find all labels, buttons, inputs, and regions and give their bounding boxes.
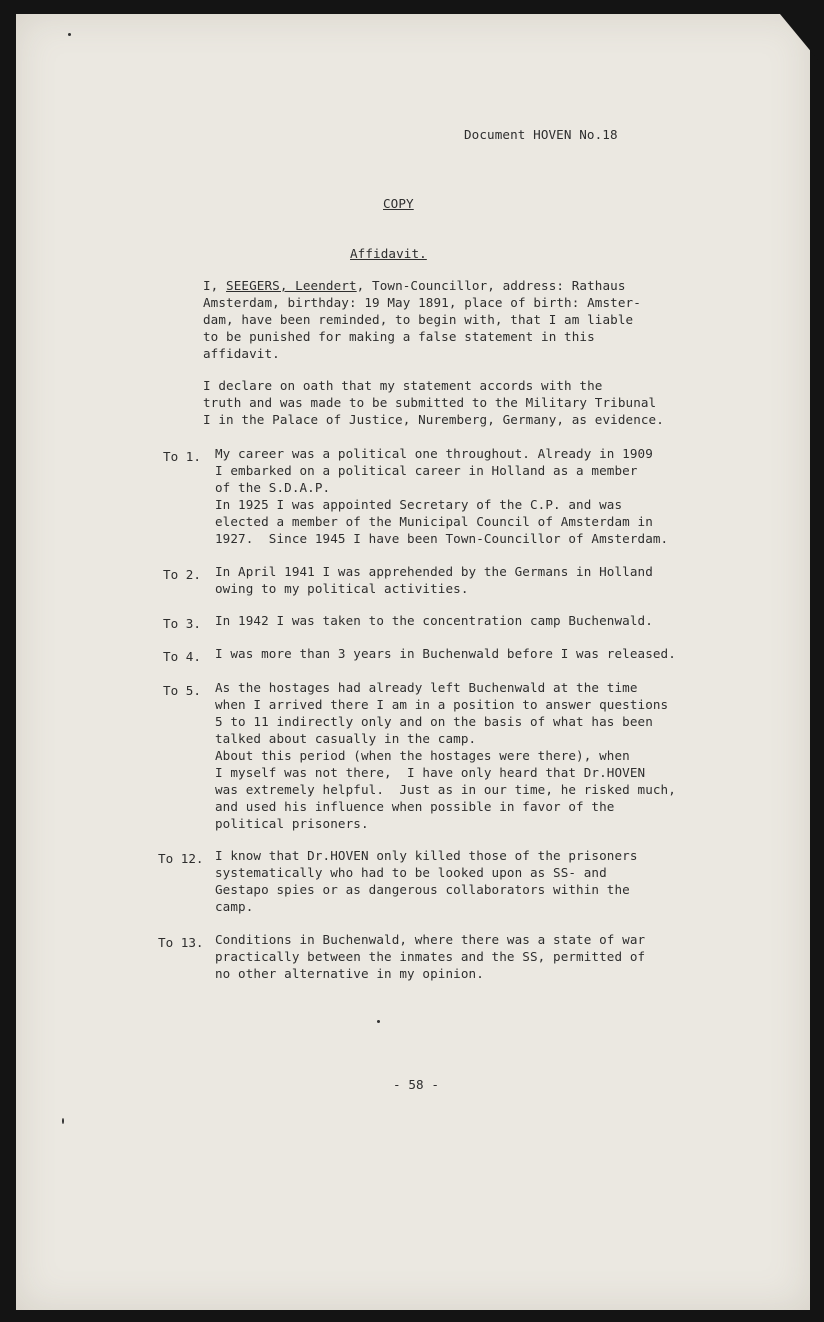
paper-speck: [62, 1118, 64, 1124]
page-number: - 58 -: [393, 1077, 440, 1092]
document-title: Affidavit.: [350, 246, 427, 261]
item-line: In 1942 I was taken to the concentration camp Buchenwald.: [215, 613, 653, 628]
copy-label: COPY: [383, 196, 414, 211]
declaration-line: I in the Palace of Justice, Nuremberg, Germany, as evidence.: [203, 412, 664, 427]
item-line: camp.: [215, 899, 254, 914]
item-line: I was more than 3 years in Buchenwald before I was released.: [215, 646, 676, 661]
item-line: Conditions in Buchenwald, where there was a state of war: [215, 932, 646, 947]
item-line: and used his influence when possible in favor of the: [215, 799, 615, 814]
item-line: About this period (when the hostages were there), when: [215, 748, 630, 763]
intro-line: to be punished for making a false statement in this: [203, 329, 595, 344]
item-label: To 13.: [158, 935, 204, 950]
item-line: owing to my political activities.: [215, 581, 469, 596]
intro-first-line-rest: , Town-Councillor, address: Rathaus: [356, 278, 626, 293]
item-line: In 1925 I was appointed Secretary of the C.P. and was: [215, 497, 623, 512]
intro-line: Amsterdam, birthday: 19 May 1891, place of birth: Amster-: [203, 295, 641, 310]
item-line: when I arrived there I am in a position to answer questions: [215, 697, 669, 712]
item-line: As the hostages had already left Buchenwald at the time: [215, 680, 638, 695]
document-id: Document HOVEN No.18: [464, 127, 618, 142]
item-label: To 1.: [163, 449, 201, 464]
item-line: I embarked on a political career in Holland as a member: [215, 463, 638, 478]
item-label: To 2.: [163, 567, 201, 582]
item-label: To 3.: [163, 616, 201, 631]
item-line: was extremely helpful. Just as in our time, he risked much,: [215, 782, 676, 797]
item-line: talked about casually in the camp.: [215, 731, 477, 746]
item-line: Gestapo spies or as dangerous collaborators within the: [215, 882, 630, 897]
item-line: 5 to 11 indirectly only and on the basis of what has been: [215, 714, 653, 729]
item-label: To 5.: [163, 683, 201, 698]
item-line: political prisoners.: [215, 816, 369, 831]
intro-paragraph: I, SEEGERS, Leendert, Town-Councillor, address: Rathaus: [203, 278, 626, 293]
item-line: 1927. Since 1945 I have been Town-Councillor of Amsterdam.: [215, 531, 669, 546]
item-line: systematically who had to be looked upon as SS- and: [215, 865, 607, 880]
item-label: To 12.: [158, 851, 204, 866]
item-line: I myself was not there, I have only heard that Dr.HOVEN: [215, 765, 646, 780]
declaration-line: I declare on oath that my statement accords with the: [203, 378, 603, 393]
intro-line: affidavit.: [203, 346, 280, 361]
paper-speck: [68, 33, 71, 36]
item-line: My career was a political one throughout. Already in 1909: [215, 446, 653, 461]
item-label: To 4.: [163, 649, 201, 664]
item-line: no other alternative in my opinion.: [215, 966, 484, 981]
item-line: practically between the inmates and the SS, permitted of: [215, 949, 646, 964]
affiant-name: SEEGERS, Leendert: [226, 278, 357, 293]
item-line: In April 1941 I was apprehended by the Germans in Holland: [215, 564, 653, 579]
paper-speck: [377, 1020, 380, 1023]
item-line: elected a member of the Municipal Council of Amsterdam in: [215, 514, 653, 529]
item-line: I know that Dr.HOVEN only killed those of the prisoners: [215, 848, 638, 863]
declaration-line: truth and was made to be submitted to the Military Tribunal: [203, 395, 657, 410]
item-line: of the S.D.A.P.: [215, 480, 331, 495]
intro-line: dam, have been reminded, to begin with, that I am liable: [203, 312, 634, 327]
